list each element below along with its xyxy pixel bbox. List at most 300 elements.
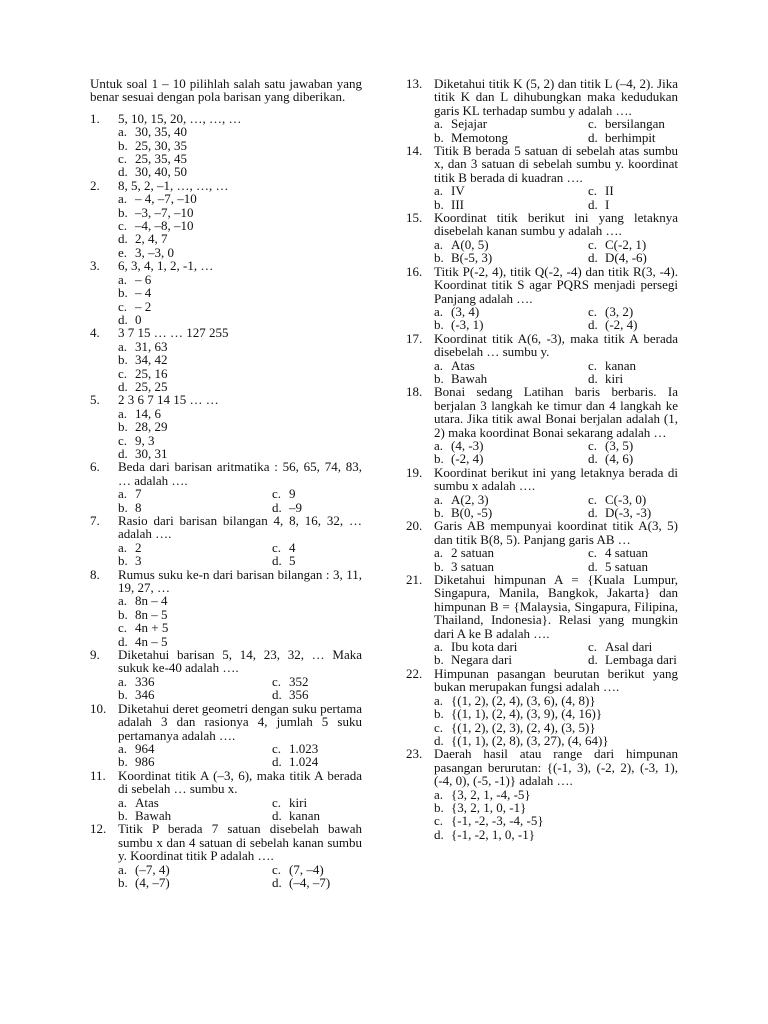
option-text: 986 <box>135 754 155 770</box>
question-body <box>118 769 362 823</box>
option-letter: c. <box>588 116 598 132</box>
option-list <box>118 742 362 769</box>
question-item <box>90 460 362 514</box>
answer-option <box>588 184 678 197</box>
answer-option <box>118 420 362 433</box>
question-stem: Titik P(-2, 4), titik Q(-2, -4) dan titik R(3, -4). Koordinat titik S agar PQRS menjadi persegi Panjang adalah …. <box>434 263 678 306</box>
question-body <box>118 393 362 460</box>
option-text: Bawah <box>451 370 488 386</box>
option-list <box>118 594 362 648</box>
question-item <box>406 77 678 144</box>
question-number: 3. <box>90 258 100 274</box>
question-stem: Koordinat berikut ini yang letaknya berada di sumbu x adalah …. <box>434 464 678 494</box>
answer-option <box>588 318 678 331</box>
option-list <box>434 238 678 265</box>
question-number: 17. <box>406 330 423 346</box>
answer-option <box>118 367 362 380</box>
question-stem: Bonai sedang Latihan baris berbaris. Ia berjalan 3 langkah ke timur dan 4 langkah ke utara. Jika titik awal Bonai berjalan adalah (1, 2) maka koordinat Bonai sekarang adalah … <box>434 384 678 440</box>
option-text: {(1, 1), (2, 4), (3, 9), (4, 16)} <box>451 706 603 722</box>
option-letter: b. <box>118 499 128 515</box>
answer-option <box>118 313 362 326</box>
option-letter: c. <box>588 491 598 507</box>
option-text: –4, –8, –10 <box>135 218 194 234</box>
option-text: 0 <box>135 311 142 327</box>
question-item <box>90 648 362 702</box>
option-text: Negara dari <box>451 652 512 668</box>
answer-option <box>272 876 362 889</box>
question-body <box>434 385 678 465</box>
question-stem: 3 7 15 … … 127 255 <box>118 325 229 341</box>
answer-option <box>118 353 362 366</box>
option-letter: b. <box>118 754 128 770</box>
option-letter: d. <box>434 732 444 748</box>
answer-option <box>118 273 362 286</box>
option-text: 30, 31 <box>135 445 168 461</box>
answer-option <box>272 863 362 876</box>
option-text: (4, -3) <box>451 437 484 453</box>
answer-option <box>118 246 362 259</box>
option-text: (7, –4) <box>289 861 324 877</box>
option-letter: a. <box>434 183 444 199</box>
option-letter: d. <box>588 317 598 333</box>
question-number: 8. <box>90 566 100 582</box>
answer-option <box>118 125 362 138</box>
question-stem: Diketahui barisan 5, 14, 23, 32, … Maka sukuk ke-40 adalah …. <box>118 647 362 676</box>
option-letter: d. <box>118 231 128 247</box>
question-stem: Koordinat titik A(6, -3), maka titik A berada disebelah … sumbu y. <box>434 330 678 360</box>
question-body <box>434 144 678 211</box>
option-text: 4n – 5 <box>135 633 168 649</box>
option-text: Lembaga dari <box>605 652 677 668</box>
option-letter: b. <box>434 451 444 467</box>
question-item <box>406 144 678 211</box>
question-item <box>406 265 678 332</box>
answer-option <box>434 788 678 801</box>
option-letter: b. <box>118 352 128 368</box>
answer-option <box>118 863 272 876</box>
answer-option <box>272 796 362 809</box>
option-list <box>434 493 678 520</box>
question-stem: Koordinat titik A (–3, 6), maka titik A berada di sebelah … sumbu x. <box>118 767 362 797</box>
question-number: 21. <box>406 572 423 588</box>
option-text: 4 satuan <box>605 545 648 561</box>
option-letter: a. <box>434 303 444 319</box>
question-number: 16. <box>406 263 423 279</box>
answer-option <box>118 286 362 299</box>
question-body <box>118 259 362 326</box>
answer-option <box>118 608 362 621</box>
question-stem: Daerah hasil atau range dari himpunan pasangan berurutan: {(-1, 3), (-2, 2), (-3, 1), (-4, 0), (-5, -1)} adalah …. <box>434 746 678 789</box>
question-item <box>90 568 362 648</box>
option-text: B(0, -5) <box>451 505 493 520</box>
option-letter: a. <box>118 673 128 689</box>
option-text: 1.024 <box>289 754 319 770</box>
option-letter: a. <box>434 236 444 252</box>
option-letter: c. <box>118 298 128 314</box>
option-text: 9 <box>289 486 296 502</box>
option-letter: c. <box>118 620 128 636</box>
option-letter: b. <box>434 129 444 145</box>
option-letter: b. <box>434 370 444 386</box>
option-text: {(1, 2), (2, 4), (3, 6), (4, 8)} <box>451 692 596 708</box>
question-item <box>406 519 678 573</box>
option-list <box>118 863 362 890</box>
question-item <box>90 179 362 259</box>
answer-option <box>118 635 362 648</box>
question-item <box>406 667 678 747</box>
option-letter: d. <box>588 451 598 467</box>
answer-option <box>588 506 678 519</box>
option-list <box>434 117 678 144</box>
question-number: 20. <box>406 518 423 534</box>
option-list <box>434 359 678 386</box>
answer-option <box>272 809 362 822</box>
question-item <box>90 326 362 393</box>
option-text: 5 <box>289 553 296 569</box>
option-letter: a. <box>118 191 128 207</box>
option-letter: a. <box>434 437 444 453</box>
option-letter: d. <box>272 874 282 890</box>
answer-option <box>434 653 588 666</box>
option-text: (4, –7) <box>135 874 170 890</box>
answer-option <box>118 755 272 768</box>
answer-option <box>434 251 588 264</box>
answer-option <box>588 131 678 144</box>
answer-option <box>588 251 678 264</box>
option-text: 7 <box>135 486 142 502</box>
option-text: I <box>605 196 610 212</box>
option-list <box>118 541 362 568</box>
answer-option <box>118 165 362 178</box>
option-letter: c. <box>588 183 598 199</box>
option-text: C(-3, 0) <box>605 491 647 507</box>
answer-option <box>434 694 678 707</box>
option-letter: a. <box>118 593 128 609</box>
option-letter: e. <box>118 244 128 260</box>
answer-option <box>272 554 362 567</box>
option-letter: a. <box>118 486 128 502</box>
question-stem: Rumus suku ke-n dari barisan bilangan : 3, 11, 19, 27, … <box>118 566 362 596</box>
option-letter: a. <box>434 692 444 708</box>
option-letter: a. <box>118 338 128 354</box>
option-letter: b. <box>434 652 444 668</box>
question-item <box>90 514 362 568</box>
question-stem: Rasio dari barisan bilangan 4, 8, 16, 32, … adalah …. <box>118 513 362 542</box>
option-letter: d. <box>588 652 598 668</box>
option-letter: b. <box>118 874 128 890</box>
answer-option <box>434 372 588 385</box>
answer-option <box>588 372 678 385</box>
question-stem: 6, 3, 4, 1, 2, -1, … <box>118 258 214 274</box>
question-body <box>118 179 362 259</box>
option-text: berhimpit <box>605 129 656 145</box>
option-text: (–7, 4) <box>135 861 170 877</box>
answer-option <box>272 487 362 500</box>
answer-option <box>118 675 272 688</box>
instructions: Untuk soal 1 – 10 pilihlah salah satu jawaban yang benar sesuai dengan pola barisan yang diberikan. <box>90 76 362 105</box>
option-list <box>118 125 362 179</box>
option-text: B(-5, 3) <box>451 250 493 266</box>
answer-option <box>434 640 588 653</box>
option-list <box>118 273 362 327</box>
option-text: 964 <box>135 740 155 756</box>
answer-option <box>272 541 362 554</box>
option-letter: c. <box>588 236 598 252</box>
answer-option <box>272 755 362 768</box>
option-letter: d. <box>272 553 282 569</box>
question-number: 2. <box>90 177 100 193</box>
option-text: bersilangan <box>605 116 665 132</box>
right-question-list <box>406 77 678 841</box>
question-item <box>406 466 678 520</box>
option-letter: d. <box>118 311 128 327</box>
answer-option <box>434 305 588 318</box>
option-letter: d. <box>588 505 598 520</box>
option-letter: a. <box>434 786 444 802</box>
question-body <box>118 648 362 702</box>
answer-option <box>434 238 588 251</box>
option-text: 356 <box>289 687 309 703</box>
answer-option <box>434 828 678 841</box>
option-list <box>118 796 362 823</box>
question-item <box>406 211 678 265</box>
answer-option <box>118 876 272 889</box>
question-body <box>434 519 678 573</box>
question-body <box>434 265 678 332</box>
option-text: 346 <box>135 687 155 703</box>
answer-option <box>434 546 588 559</box>
option-letter: a. <box>118 794 128 810</box>
option-text: kanan <box>289 807 321 823</box>
option-letter: c. <box>272 539 282 555</box>
option-text: kanan <box>605 357 637 373</box>
option-letter: b. <box>118 606 128 622</box>
option-letter: a. <box>118 124 128 140</box>
question-stem: Garis AB mempunyai koordinat titik A(3, 5) dan titik B(8, 5). Panjang garis AB … <box>434 518 678 547</box>
question-number: 12. <box>90 821 107 837</box>
option-list <box>434 640 678 667</box>
question-stem: Himpunan pasangan beurutan berikut yang bukan merupakan fungsi adalah …. <box>434 665 678 695</box>
answer-option <box>272 675 362 688</box>
option-text: IV <box>451 183 465 199</box>
option-text: (–4, –7) <box>289 874 331 890</box>
answer-option <box>118 809 272 822</box>
option-text: 9, 3 <box>135 432 155 448</box>
option-letter: b. <box>434 317 444 333</box>
answer-option <box>588 439 678 452</box>
answer-option <box>434 198 588 211</box>
option-text: 8 <box>135 499 142 515</box>
answer-option <box>434 131 588 144</box>
option-text: Bawah <box>135 807 172 823</box>
option-text: (4, 6) <box>605 451 634 467</box>
question-number: 18. <box>406 384 423 400</box>
answer-option <box>118 796 272 809</box>
left-column <box>90 77 362 889</box>
option-text: kiri <box>289 794 308 810</box>
option-text: {(1, 2), (2, 3), (2, 4), (3, 5)} <box>451 719 596 735</box>
option-letter: c. <box>118 218 128 234</box>
option-text: 30, 40, 50 <box>135 164 187 180</box>
answer-option <box>272 742 362 755</box>
question-body <box>118 822 362 889</box>
option-letter: c. <box>272 794 282 810</box>
question-item <box>90 393 362 460</box>
option-text: 8n – 4 <box>135 593 168 609</box>
option-text: 4 <box>289 539 296 555</box>
option-list <box>434 184 678 211</box>
answer-option <box>118 447 362 460</box>
answer-option <box>588 117 678 130</box>
option-letter: a. <box>434 639 444 655</box>
option-text: 25, 25 <box>135 378 168 394</box>
question-number: 13. <box>406 76 423 91</box>
option-text: Sejajar <box>451 116 488 132</box>
option-letter: a. <box>118 740 128 756</box>
question-body <box>434 77 678 144</box>
question-body <box>118 702 362 769</box>
question-item <box>90 769 362 823</box>
answer-option <box>434 814 678 827</box>
answer-option <box>434 452 588 465</box>
option-text: 2 satuan <box>451 545 494 561</box>
option-letter: b. <box>118 204 128 220</box>
option-letter: d. <box>588 196 598 212</box>
answer-option <box>118 487 272 500</box>
option-text: 3 satuan <box>451 558 494 574</box>
option-list <box>434 546 678 573</box>
answer-option <box>118 434 362 447</box>
option-list <box>434 305 678 332</box>
option-letter: c. <box>272 861 282 877</box>
option-letter: c. <box>118 365 128 381</box>
option-text: 25, 16 <box>135 365 168 381</box>
answer-option <box>434 184 588 197</box>
question-number: 1. <box>90 110 100 126</box>
option-text: Memotong <box>451 129 509 145</box>
answer-option <box>434 318 588 331</box>
option-text: A(2, 3) <box>451 491 489 507</box>
answer-option <box>588 546 678 559</box>
option-text: 34, 42 <box>135 352 168 368</box>
option-letter: d. <box>272 499 282 515</box>
option-text: (3, 4) <box>451 303 480 319</box>
answer-option <box>588 305 678 318</box>
right-column <box>406 77 678 841</box>
question-number: 19. <box>406 464 423 480</box>
question-item <box>406 747 678 841</box>
question-number: 9. <box>90 647 100 663</box>
option-letter: b. <box>118 553 128 569</box>
question-body <box>434 747 678 841</box>
answer-option <box>588 560 678 573</box>
answer-option <box>118 380 362 393</box>
option-text: 2, 4, 7 <box>135 231 168 247</box>
option-text: 3, –3, 0 <box>135 244 174 260</box>
option-letter: c. <box>118 432 128 448</box>
option-letter: a. <box>434 116 444 132</box>
option-text: 1.023 <box>289 740 319 756</box>
option-letter: b. <box>118 687 128 703</box>
option-letter: d. <box>118 633 128 649</box>
option-text: 2 <box>135 539 142 555</box>
answer-option <box>434 707 678 720</box>
question-body <box>118 460 362 514</box>
option-text: – 4 <box>135 285 152 301</box>
option-text: 336 <box>135 673 155 689</box>
option-letter: c. <box>272 740 282 756</box>
option-text: Asal dari <box>605 639 653 655</box>
option-letter: d. <box>588 370 598 386</box>
answer-option <box>118 621 362 634</box>
option-text: 25, 35, 45 <box>135 151 187 167</box>
answer-option <box>118 554 272 567</box>
option-list <box>118 675 362 702</box>
option-letter: a. <box>118 405 128 421</box>
option-letter: a. <box>118 861 128 877</box>
question-item <box>406 385 678 465</box>
option-list <box>118 192 362 259</box>
question-number: 7. <box>90 513 100 528</box>
answer-option <box>118 501 272 514</box>
option-text: {3, 2, 1, -4, -5} <box>451 786 531 802</box>
answer-option <box>118 139 362 152</box>
answer-option <box>588 238 678 251</box>
option-list <box>434 788 678 842</box>
answer-option <box>588 653 678 666</box>
option-text: (3, 2) <box>605 303 634 319</box>
option-letter: b. <box>434 558 444 574</box>
answer-option <box>588 359 678 372</box>
answer-option <box>588 640 678 653</box>
question-body <box>118 112 362 179</box>
option-letter: b. <box>434 799 444 815</box>
question-number: 14. <box>406 143 423 159</box>
question-number: 11. <box>90 767 106 783</box>
answer-option <box>434 734 678 747</box>
question-stem: Titik B berada 5 satuan di sebelah atas sumbu x, dan 3 satuan di sebelah sumbu y. koordinat titik B berada di kuadran …. <box>434 143 678 185</box>
answer-option <box>118 152 362 165</box>
option-list <box>434 694 678 748</box>
option-letter: d. <box>118 445 128 461</box>
option-text: {-1, -2, -3, -4, -5} <box>451 813 544 829</box>
question-stem: 8, 5, 2, –1, …, …, … <box>118 177 229 193</box>
option-text: {(1, 1), (2, 8), (3, 27), (4, 64)} <box>451 732 609 748</box>
option-letter: b. <box>118 419 128 435</box>
question-item <box>90 112 362 179</box>
option-letter: b. <box>118 807 128 823</box>
question-item <box>90 702 362 769</box>
answer-option <box>118 232 362 245</box>
answer-option <box>434 721 678 734</box>
option-list <box>118 407 362 461</box>
option-text: II <box>605 183 614 199</box>
option-letter: d. <box>588 558 598 574</box>
question-item <box>90 259 362 326</box>
option-list <box>118 340 362 394</box>
option-text: 30, 35, 40 <box>135 124 187 140</box>
question-item <box>90 822 362 889</box>
option-letter: c. <box>272 486 282 502</box>
answer-option <box>118 541 272 554</box>
answer-option <box>118 688 272 701</box>
option-text: –9 <box>289 499 302 515</box>
option-text: {3, 2, 1, 0, -1} <box>451 799 527 815</box>
option-text: III <box>451 196 464 212</box>
option-letter: d. <box>272 687 282 703</box>
option-letter: c. <box>588 545 598 561</box>
option-text: C(-2, 1) <box>605 236 647 252</box>
